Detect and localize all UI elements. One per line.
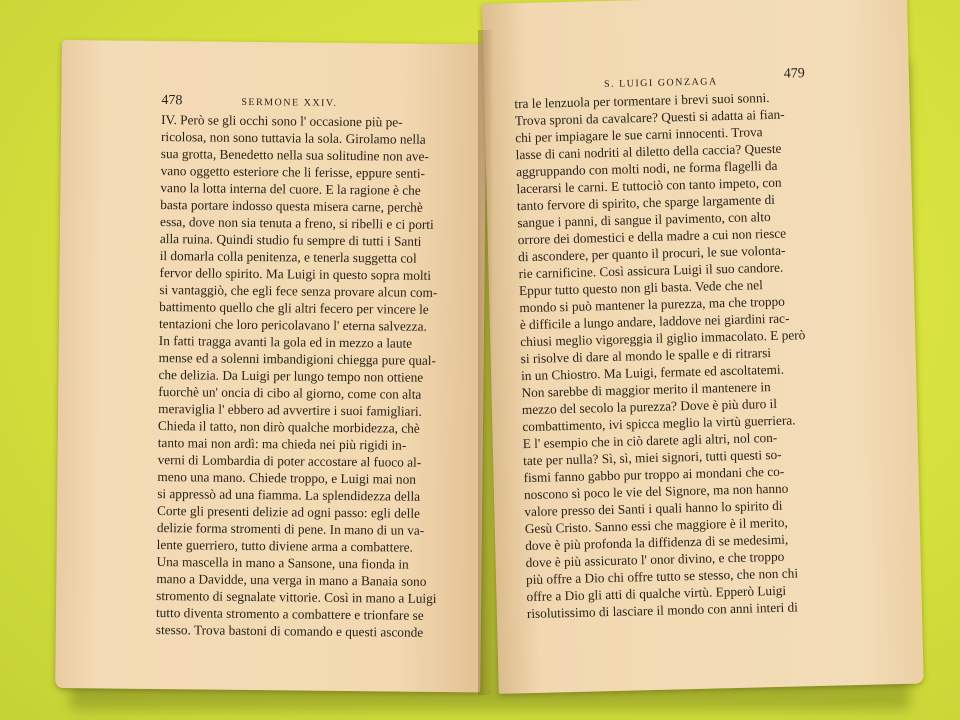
text-line: tanto fervore di spirito, che sparge largamente di	[516, 191, 776, 214]
text-line: dove è più profonda la diffidenza di se medesimi,	[525, 531, 789, 554]
text-line: delizie forma stromenti di pene. In mano di un va-	[156, 520, 425, 538]
text-line: mense ed a solenni imbandigioni chiegga pure qual-	[158, 350, 437, 368]
text-line: offre a Dio gli atti di qualche virtù. Epperò Luigi	[526, 582, 787, 605]
running-head: SERMONE XXIV.	[241, 96, 338, 109]
text-line: chi per impiagare le sue carni innocenti. Trova	[515, 124, 763, 146]
text-line: di ascondere, per quanto il procuri, le sue volonta-	[518, 242, 786, 265]
text-line: fuorchè un' oncia di cibo al giorno, come con alta	[158, 384, 422, 402]
text-line: Eppur tutto questo non gli basta. Vede che nel	[518, 277, 763, 299]
text-line: meno una mano. Chiede troppo, e Luigi mai non	[157, 469, 416, 487]
text-line: mondo si può mantener la purezza, ma che troppo	[519, 293, 786, 316]
text-line: risolutissimo di lasciare il mondo con anni interi di	[526, 599, 799, 622]
text-line: meraviglia l' ebbero ad avvertire i suoi famigliari.	[158, 401, 423, 419]
right-page	[482, 0, 924, 694]
text-line: vano la lotta interna del cuore. E la ragione è che	[160, 180, 421, 198]
text-line: chiusi meglio vigoreggia il giglio immacolato. E però	[520, 327, 806, 350]
text-line: Corte gli presenti delizie ad ogni passo: egli delle	[156, 503, 421, 521]
text-line: tentazioni che loro pericolavano l' eterna salvezza.	[158, 316, 427, 334]
text-line: si appressò ad una fiamma. La splendidezza della	[157, 486, 421, 504]
text-line: orrore dei domestici e della madre a cui non riesce	[517, 225, 787, 248]
text-line: tate per nulla? Sì, sì, miei signori, tutti questi so-	[522, 446, 782, 469]
text-line: sua grotta, Benedetto nella sua solitudine non ave-	[160, 146, 429, 164]
text-line: combattimento, ivi spicca meglio la virtù guerriera.	[522, 412, 796, 435]
text-line: sangue i panni, di sangue il pavimento, con alto	[517, 209, 771, 231]
text-line: Non sarebbe di maggior merito il mantenere in	[521, 379, 771, 401]
text-line: mano a Davidde, una verga in mano a Banaia sono	[156, 571, 427, 589]
book-gutter	[478, 30, 492, 695]
text-line: lasse di cani nodriti al diletto della caccia? Queste	[515, 140, 782, 163]
text-line: tanto mai non ardì: ma chieda nei più rigidi in-	[157, 435, 407, 453]
text-line: rie carnificine. Così assicura Luigi il suo candore.	[518, 259, 784, 282]
text-line: tutto diventa stromento a combattere e trionfare se	[155, 605, 424, 623]
text-line: IV. Però se gli occhi sono l' occasione più pe-	[161, 112, 403, 130]
text-line: si vantaggiò, che egli fece senza provare alcun com-	[159, 282, 438, 300]
text-line: fismi fanno gabbo pur troppo ai mondani che co-	[523, 463, 785, 486]
text-line: noscono sì poco le vie del Signore, ma non hanno	[523, 480, 789, 503]
text-line: E l' esempio che in ciò darete agli altri, nol con-	[522, 429, 778, 452]
page-number: 478	[161, 93, 183, 109]
text-line: lacerarsi le carni. E tuttociò con tanto impeto, con	[516, 174, 782, 197]
text-line: in un Chiostro. Ma Luigi, fermate ed ascoltatemi.	[520, 361, 785, 384]
text-line: aggruppando con molti nodi, ne forma flagelli da	[515, 157, 778, 180]
text-line: fervor dello spirito. Ma Luigi in questo sopra molti	[159, 265, 432, 283]
text-line: alla ruina. Quindi studio fu sempre di tutti i Santi	[159, 231, 422, 249]
page-number: 479	[783, 66, 805, 82]
text-line: ricolosa, non sono tuttavia la sola. Girolamo nella	[160, 129, 426, 147]
text-line: si risolve di dare al mondo le spalle e di ritrarsi	[520, 345, 772, 367]
text-line: lente guerriero, tutto diviene arma a combattere.	[156, 537, 414, 555]
text-line: più offre a Dio chi offre tutto se stesso, che non chi	[525, 565, 799, 588]
text-line: il domarla colla penitenza, e tenerla suggetta col	[159, 248, 417, 266]
text-line: valore presso dei Santi i quali hanno lo spirito di	[524, 497, 783, 520]
text-line: Gesù Cristo. Sanno essi che maggiore è il merito,	[524, 514, 788, 537]
text-line: dove è più assicurato l' onor divino, e che troppo	[525, 548, 785, 571]
text-line: che delizia. Da Luigi per lungo tempo non ottiene	[158, 367, 424, 385]
text-line: stesso. Trova bastoni di comando e questi asconde	[155, 622, 424, 640]
text-line: essa, dove non sia tenuta a freno, si ribelli e ci porti	[160, 214, 434, 232]
body-text	[514, 87, 852, 622]
text-line: vano oggetto esteriore che li ferisse, eppure senti-	[160, 163, 426, 181]
text-line: stromento di segnalate vittorie. Così in mano a Luigi	[156, 588, 437, 606]
text-line: verni di Lombardia di poter accostare al fuoco al-	[157, 452, 422, 470]
text-line: tra le lenzuola per tormentare i brevi suoi sonni.	[514, 90, 770, 112]
text-line: battimento quello che gli altri fecero per vincere le	[159, 299, 429, 317]
text-line: In fatti tragga avanti la gola ed in mezzo a laute	[158, 333, 413, 351]
text-line: basta portare indosso questa misera carne, perchè	[160, 197, 423, 215]
text-line: Una mascella in mano a Sansone, una fionda in	[156, 554, 409, 572]
text-line: Trova sproni da cavalcare? Questi si adatta ai fian-	[514, 106, 785, 129]
running-head: S. LUIGI GONZAGA	[603, 76, 718, 91]
left-page	[55, 40, 487, 692]
text-line: Chieda il tatto, non dirò qualche morbidezza, chè	[157, 418, 420, 436]
text-line: è difficile a lungo andare, laddove nei giardini rac-	[519, 310, 790, 333]
text-line: mezzo del secolo la purezza? Dove è più duro il	[521, 395, 778, 418]
body-text	[156, 111, 502, 642]
